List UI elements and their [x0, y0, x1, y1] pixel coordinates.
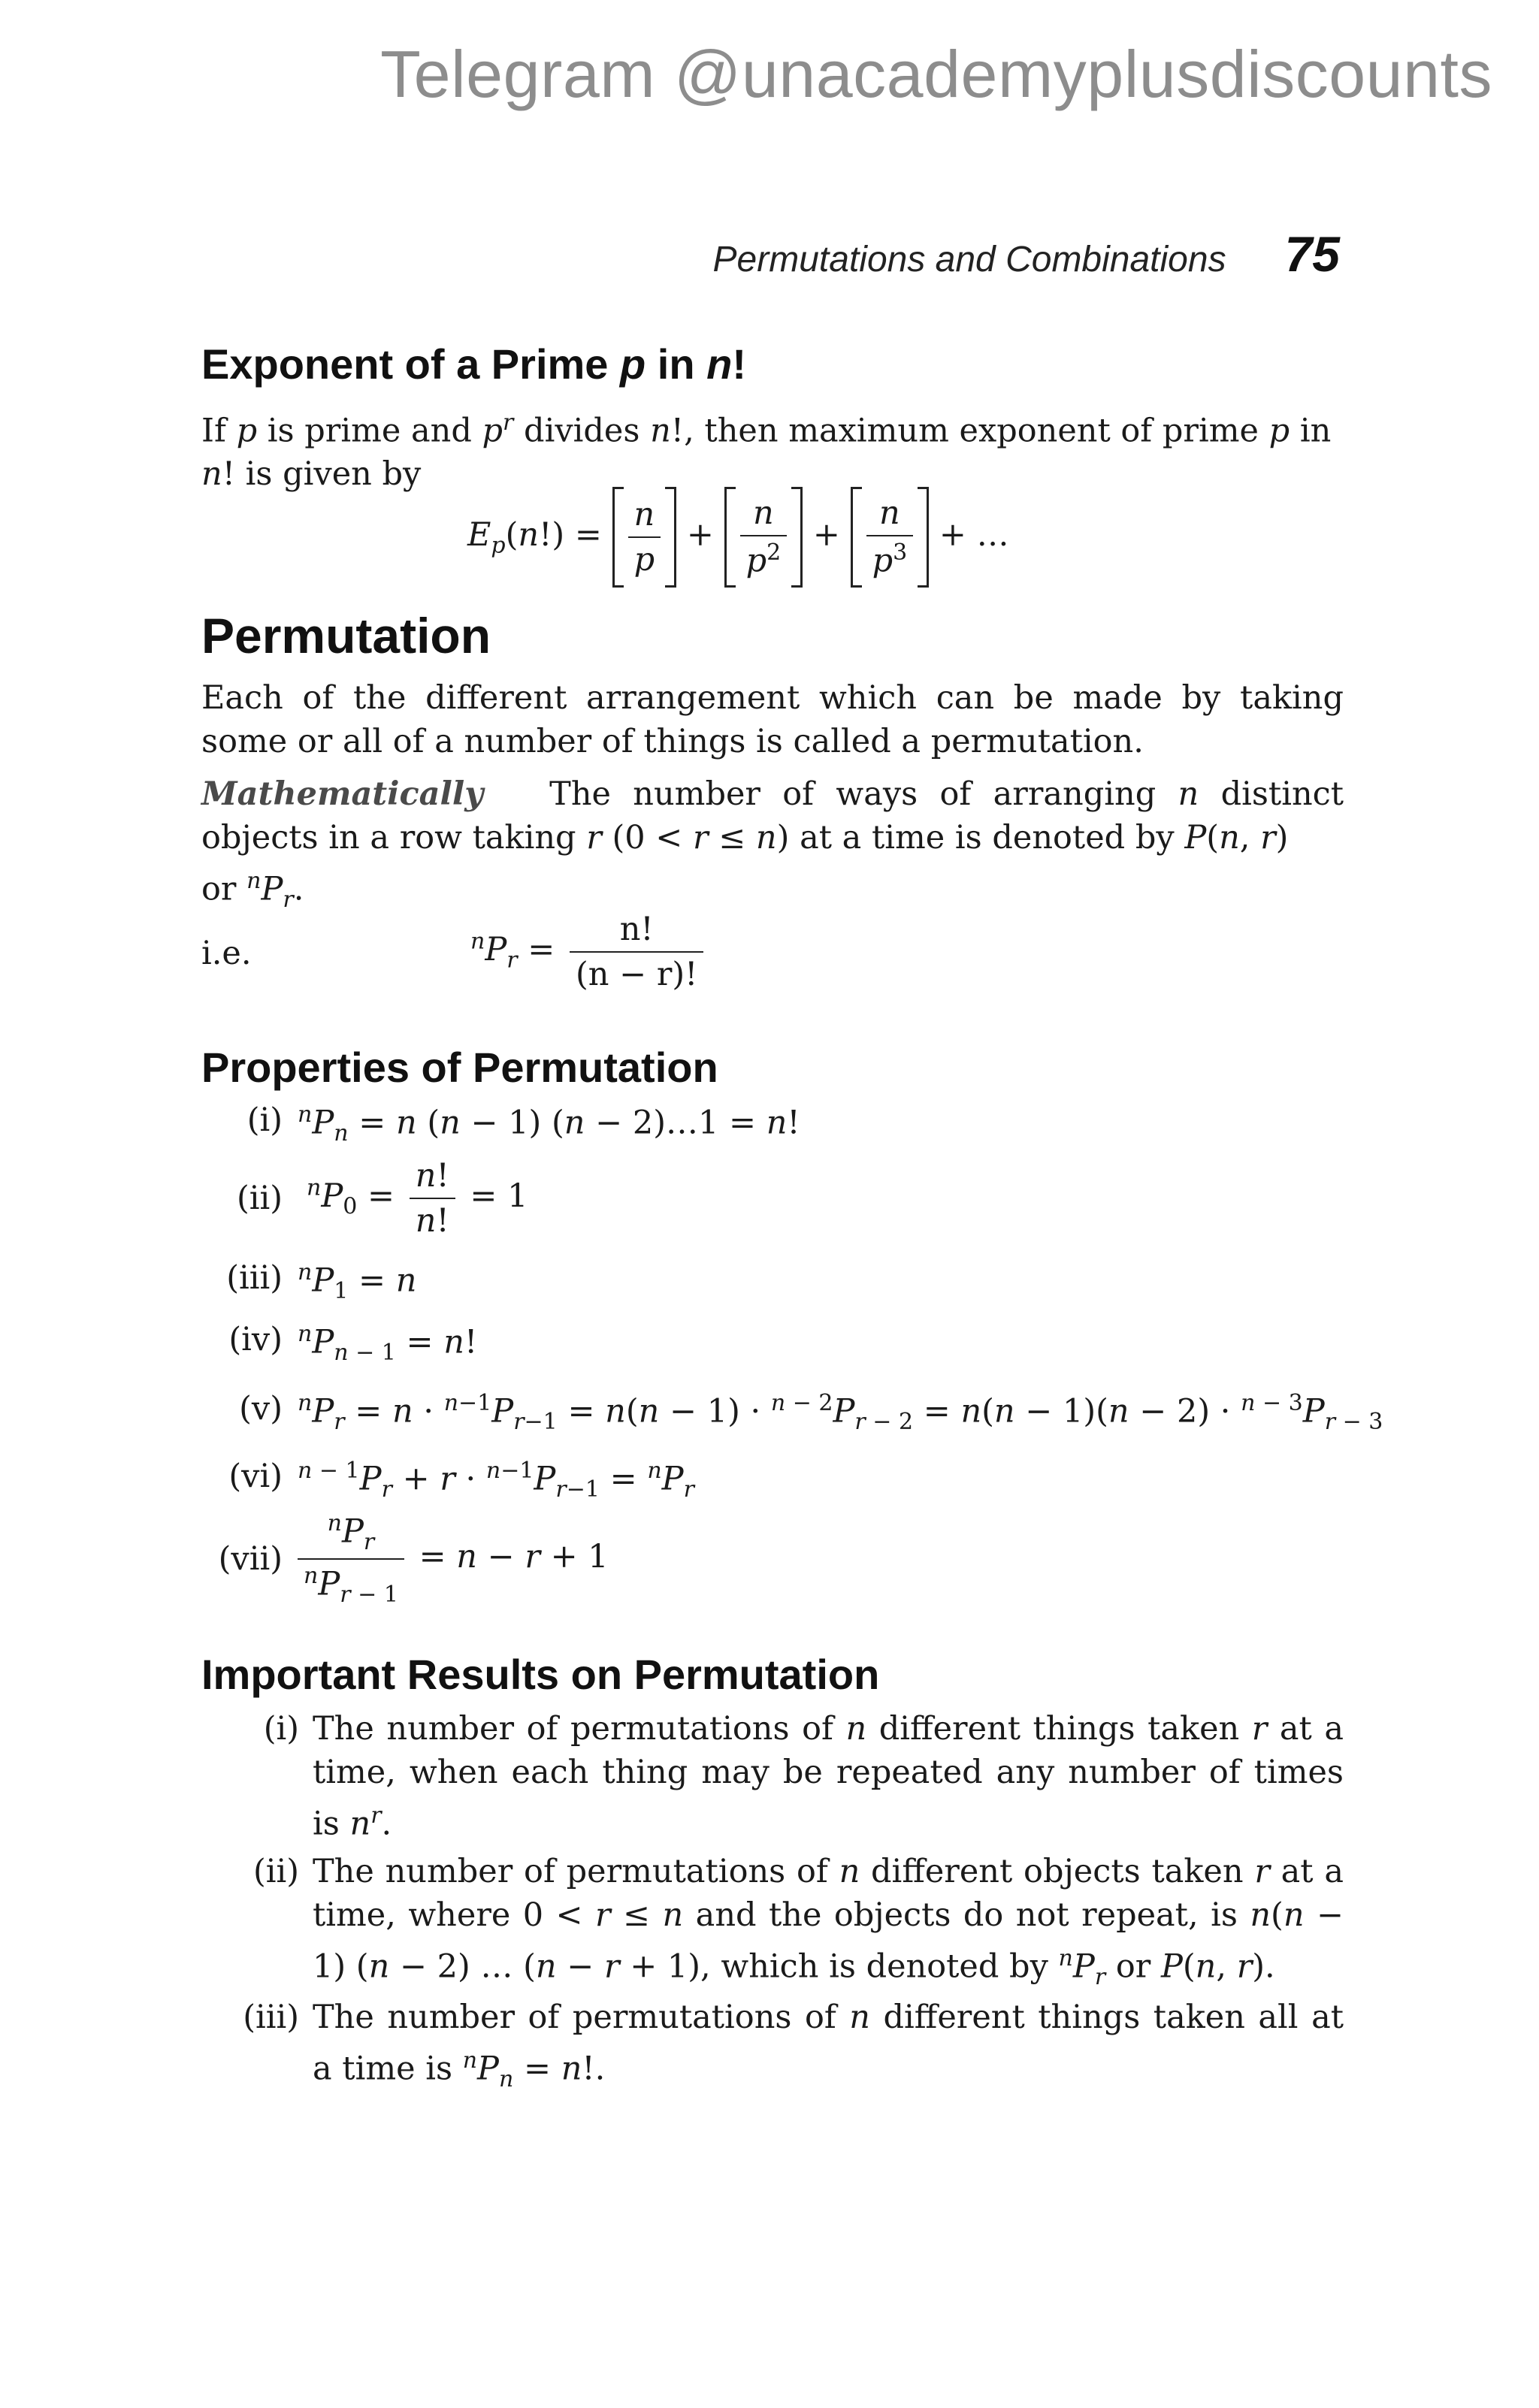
result-label-iii: (iii) [243, 1999, 299, 2036]
result-label-ii: (ii) [252, 1853, 299, 1890]
results-section [201, 1650, 1344, 1699]
result-ii [218, 1850, 1344, 1999]
permutation-definition [201, 676, 1344, 763]
floor-bracket-1: $\frac{n}{p}$ [612, 487, 677, 588]
prop-ii: $^nP_0$ = $\frac{n!}{n!}$ = 1 [307, 1157, 528, 1240]
prop-iv: $^nP_{n - 1} = n$! [298, 1321, 478, 1366]
prop-v: $^nP_r = n \cdot ^{n-1}P_{r-1} = n(n - 1) \cdot ^{n - 2}P_{r - 2} = n(n - 1)(n - 2) \cdot ^{n - 3}P_{r - 3}$ [298, 1390, 1383, 1435]
permutation-heading: Permutation [201, 608, 491, 663]
properties-heading: Properties of Permutation [201, 1044, 718, 1091]
prop-label-vi: (vi) [228, 1458, 283, 1495]
floor-bracket-2: $\frac{n}{p^2}$ [724, 487, 803, 588]
exponent-body [201, 401, 1344, 496]
mathematically-block [201, 772, 1344, 922]
prop-label-iv: (iv) [228, 1321, 283, 1358]
prop-vi: $^{n - 1}P_r + r \cdot ^{n-1}P_{r-1} = ^nP_r$ [298, 1458, 694, 1503]
result-iii [218, 1996, 1344, 2101]
page-number: 75 [1284, 226, 1340, 282]
npr-denominator: (n − r)! [570, 951, 703, 993]
exponent-formula: $E_p(n!)$ = $\frac{n}{p}$ + $\frac{n}{p^2}$ + $\frac{n}{p^3}$ + … [467, 487, 1009, 588]
running-title: Permutations and Combinations [712, 240, 1226, 279]
properties-section [201, 1043, 1344, 1092]
npr-numerator: n! [619, 911, 654, 948]
ie-label: i.e. [201, 935, 252, 972]
mathematically-text: Mathematically The number of ways of arranging n distinct objects in a row taking r (0 < r ≤ n) at a time is denoted by P(n, r) or $^nP_r$. [201, 775, 1344, 913]
running-header [713, 225, 1340, 282]
exponent-text: If p is prime and $p^r$ divides n!, then maximum exponent of prime p in n! is given by [201, 409, 1332, 494]
mathematically-label: Mathematically [201, 775, 484, 813]
result-text-i: The number of permutations of n different things taken r at a time, when each thing may be repeated any number of times is $n^r$. [313, 1710, 1344, 1843]
prop-i: $^nP_n = n$ (n − 1) (n − 2)…1 = n! [298, 1101, 800, 1147]
result-i [218, 1707, 1344, 1845]
results-heading: Important Results on Permutation [201, 1651, 880, 1698]
exponent-section [201, 340, 1344, 388]
prop-label-ii: (ii) [236, 1180, 283, 1217]
prop-label-i: (i) [246, 1101, 283, 1139]
result-label-i: (i) [263, 1710, 299, 1748]
result-text-iii: The number of permutations of n different things taken all at a time is $^nP_n = n$!. [313, 1999, 1344, 2092]
prop-label-vii: (vii) [218, 1540, 283, 1578]
series-ellipsis: + … [939, 516, 1009, 554]
result-text-ii: The number of permutations of n different objects taken r at a time, where 0 < r ≤ n and the objects do not repeat, is n(n − 1) (n − 2) … (n − r + 1), which is denoted by $^nP_r$ or P(n, r). [313, 1853, 1344, 1990]
floor-bracket-3: $\frac{n}{p^3}$ [851, 487, 930, 588]
prop-iii: $^nP_1 = n$ [298, 1259, 417, 1304]
prop-label-iii: (iii) [226, 1259, 283, 1297]
exponent-heading: Exponent of a Prime p in n! [201, 340, 746, 388]
permutation-para: Each of the different arrangement which can be made by taking some or all of a number of things is called a permutation. [201, 679, 1344, 760]
watermark: Telegram @unacademyplusdiscounts [380, 37, 1492, 111]
prop-vii: $\frac{^nP_r}{^nP_{r - 1}}$ = n − r + 1 [293, 1510, 609, 1608]
npr-formula: $^nP_r$ = $\frac{n!}{(n - r)!}$ [470, 911, 708, 993]
permutation-section [201, 607, 1344, 664]
prop-label-v: (v) [239, 1390, 283, 1428]
